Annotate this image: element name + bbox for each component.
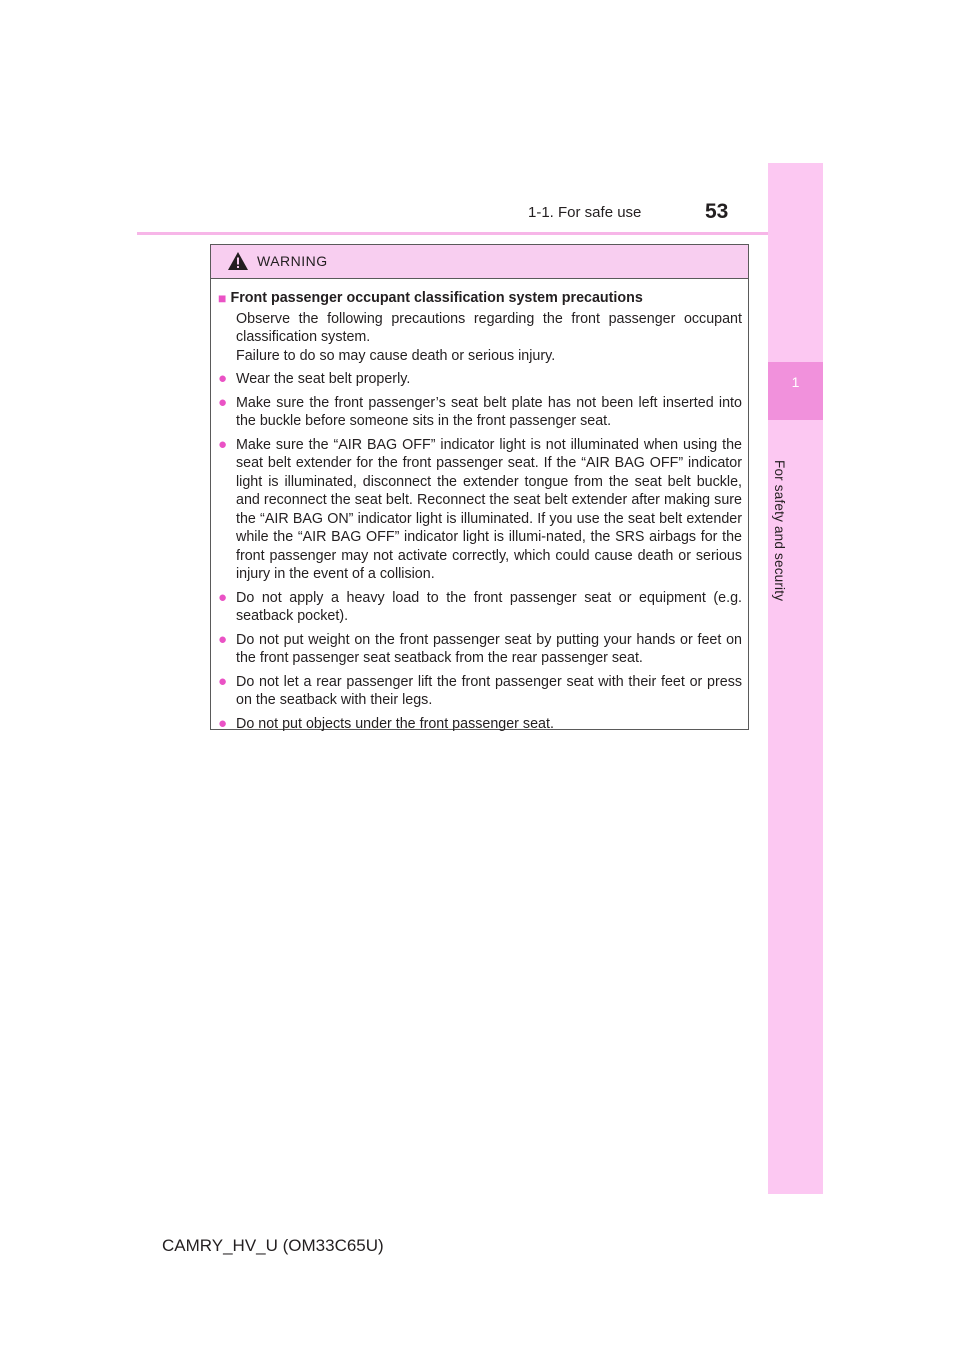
square-bullet-icon: ■ [218, 290, 227, 306]
list-item-text: Do not apply a heavy load to the front passenger seat or equipment (e.g. seatback pocket). [236, 589, 742, 624]
page-number: 53 [705, 200, 729, 223]
circle-bullet-icon: ● [218, 393, 228, 411]
list-item [218, 715, 742, 734]
circle-bullet-icon: ● [218, 672, 228, 690]
list-item-text: Do not put weight on the front passenger seat by putting your hands or feet on the front passenger seat seatback from the rear passenger seat. [236, 631, 742, 666]
list-item [218, 436, 742, 584]
warning-intro-text: Observe the following precautions regarding the front passenger occupant classification system. [236, 310, 742, 345]
chapter-title: For safety and security [772, 460, 787, 602]
warning-header [211, 245, 748, 279]
document-id: CAMRY_HV_U (OM33C65U) [162, 1236, 384, 1255]
precaution-list [218, 370, 742, 733]
list-item-text: Make sure the “AIR BAG OFF” indicator light is not illuminated when using the seat belt extender for the front passenger seat. If the “AIR BAG OFF” indicator light is illuminated, disconnect the extender tongue from the seat belt buckle, and reconnect the seat belt. Reconnect the seat belt extender after making sure the “AIR BAG ON” indicator light is illuminated. If you use the seat belt extender while the “AIR BAG OFF” indicator light is illumi-nated, the SRS airbags for the front passenger may not activate correctly, which could cause death or serious injury in the event of a collision. [236, 436, 742, 582]
chapter-side-tab [768, 163, 823, 1194]
warning-box [210, 244, 749, 730]
list-item [218, 631, 742, 668]
chapter-tab-marker [768, 362, 823, 420]
list-item-text: Wear the seat belt properly. [236, 371, 411, 387]
circle-bullet-icon: ● [218, 714, 228, 732]
chapter-number: 1 [791, 374, 800, 390]
circle-bullet-icon: ● [218, 370, 228, 387]
list-item [218, 589, 742, 626]
circle-bullet-icon: ● [218, 588, 228, 606]
warning-heading [218, 289, 742, 308]
list-item [218, 673, 742, 710]
circle-bullet-icon: ● [218, 435, 228, 453]
warning-intro [218, 310, 742, 366]
warning-triangle-icon [227, 251, 249, 271]
warning-heading-text: Front passenger occupant classification system precautions [230, 290, 643, 306]
warning-intro-text-2: Failure to do so may cause death or serious injury. [236, 347, 556, 364]
header-divider [137, 232, 823, 235]
section-title: 1-1. For safe use [528, 204, 642, 221]
list-item-text: Do not put objects under the front passenger seat. [236, 715, 554, 732]
warning-label: WARNING [257, 253, 328, 269]
warning-body [211, 279, 748, 733]
list-item-text: Do not let a rear passenger lift the front passenger seat with their feet or press on the seatback with their legs. [236, 673, 742, 708]
list-item [218, 394, 742, 431]
list-item-text: Make sure the front passenger’s seat belt plate has not been left inserted into the buckle before someone sits in the front passenger seat. [236, 394, 742, 429]
circle-bullet-icon: ● [218, 630, 228, 648]
list-item [218, 370, 742, 389]
